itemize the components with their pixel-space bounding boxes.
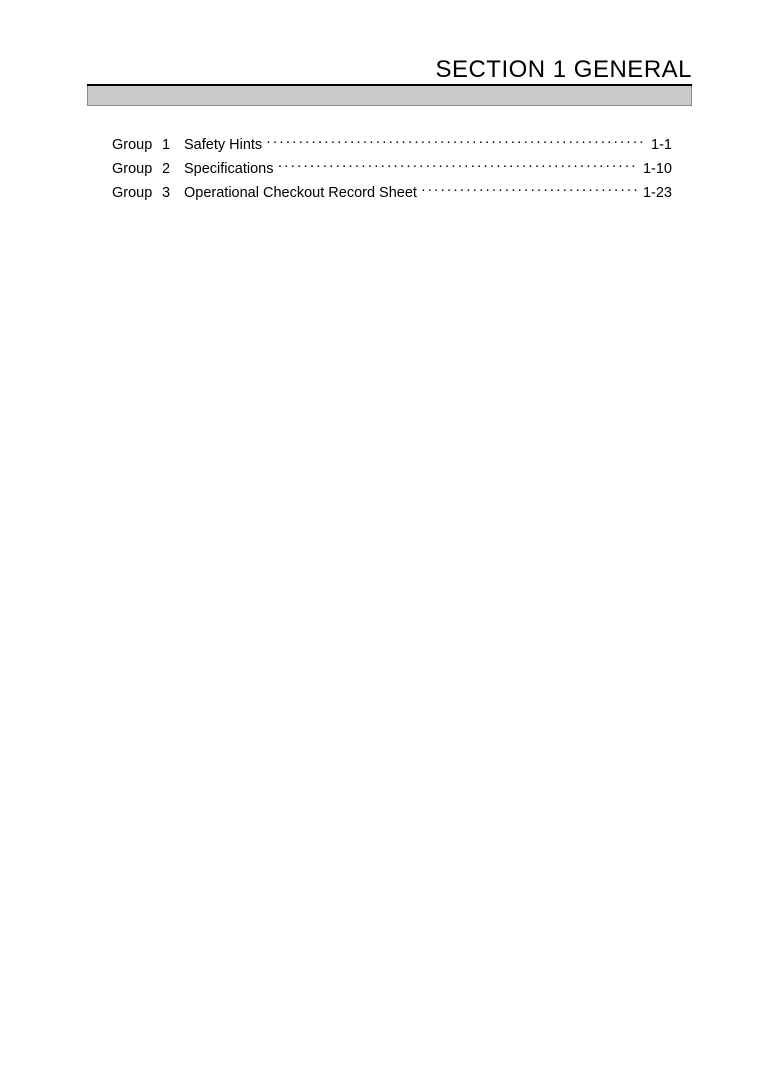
toc-group-label: Group [112,185,153,201]
toc-leader-dots [277,159,639,173]
toc-page-number: 1-10 [642,161,672,177]
toc-group-number: 3 [162,185,171,201]
toc-entry-title: Operational Checkout Record Sheet [184,185,417,201]
toc-group-label: Group [112,137,153,153]
page-title: SECTION 1 GENERAL [435,56,692,83]
table-of-contents [112,133,672,205]
toc-leader-dots [266,135,647,149]
toc-group-number: 2 [162,161,171,177]
toc-group-number: 1 [162,137,171,153]
toc-page-number: 1-23 [642,185,672,201]
header-gray-bar [87,86,692,106]
toc-page-number: 1-1 [651,137,672,153]
toc-entry-title: Specifications [184,161,274,177]
toc-entry-title: Safety Hints [184,137,263,153]
list-item[interactable] [112,181,672,205]
list-item[interactable] [112,157,672,181]
toc-group-label: Group [112,161,153,177]
toc-leader-dots [421,183,639,197]
list-item[interactable] [112,133,672,157]
